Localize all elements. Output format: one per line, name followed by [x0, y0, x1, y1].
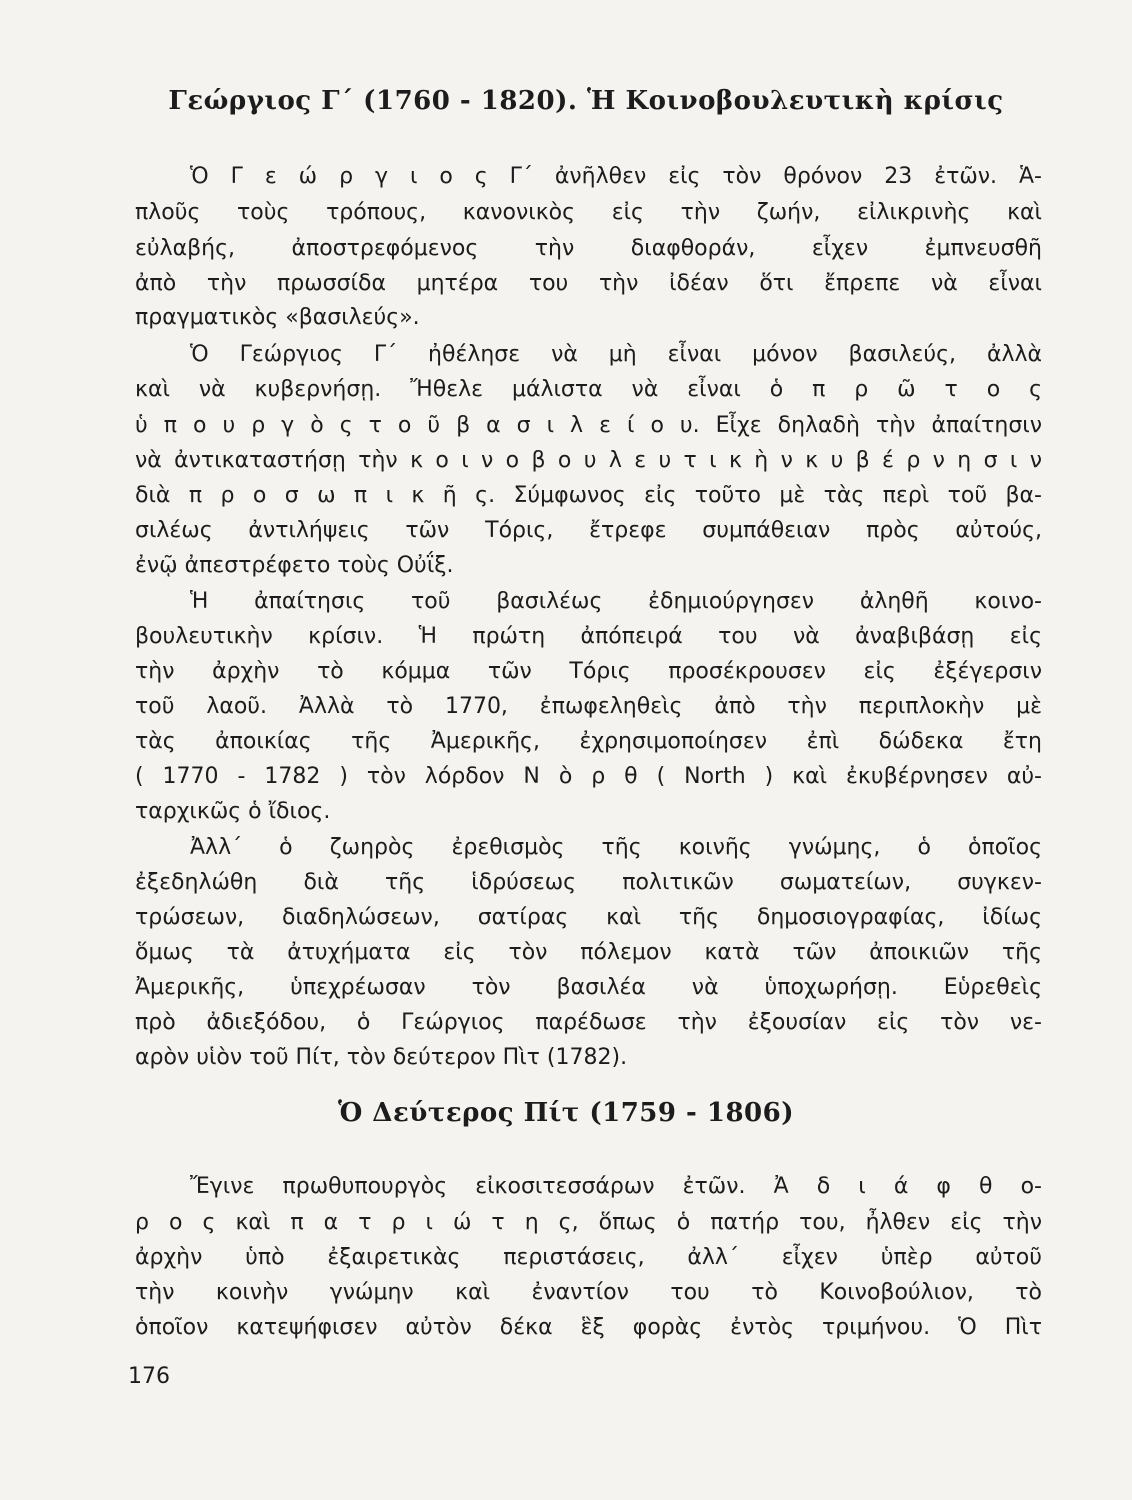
- text-line: τρώσεων, διαδηλώσεων, σατίρας καὶ τῆς δημοσιογραφίας, ἰδίως: [135, 905, 1042, 930]
- text-line: ταρχικῶς ὁ ἴδιος.: [135, 799, 331, 824]
- text-line: πραγματικὸς «βασιλεύς».: [135, 305, 420, 330]
- text-line: ἀπὸ τὴν πρωσσίδα μητέρα του τὴν ἰδέαν ὅτι ἔπρεπε νὰ εἶναι: [135, 271, 1042, 296]
- text-line: ἀρχὴν ὑπὸ ἐξαιρετικὰς περιστάσεις, ἀλλ΄ εἶχεν ὑπὲρ αὐτοῦ: [135, 1245, 1042, 1270]
- text-line: τὴν κοινὴν γνώμην καὶ ἐναντίον του τὸ Κοινοβούλιον, τὸ: [135, 1280, 1042, 1305]
- text-line: πλοῦς τοὺς τρόπους, κανονικὸς εἰς τὴν ζωήν, εἰλικρινὴς καὶ: [135, 200, 1042, 225]
- text-line: αρὸν υἱὸν τοῦ Πίτ, τὸν δεύτερον Πὶτ (1782).: [135, 1045, 628, 1070]
- text-line: ( 1770 - 1782 ) τὸν λόρδον Ν ὸ ρ θ ( North ) καὶ ἐκυβέρνησεν αὐ-: [135, 764, 1042, 789]
- text-line: Ἡ ἀπαίτησις τοῦ βασιλέως ἐδημιούργησεν ἀληθῆ κοινο-: [190, 589, 1042, 614]
- text-line: τὴν ἀρχὴν τὸ κόμμα τῶν Τόρις προσέκρουσεν εἰς ἐξέγερσιν: [135, 659, 1042, 684]
- text-line: ὁποῖον κατεψήφισεν αὐτὸν δέκα ἓξ φορὰς ἐντὸς τριμήνου. Ὁ Πὶτ: [135, 1315, 1042, 1340]
- page-number: 176: [128, 1364, 170, 1389]
- text-line: Ὁ Γ ε ώ ρ γ ι ο ς Γ΄ ἀνῆλθεν εἰς τὸν θρόνον 23 ἐτῶν. Ἁ-: [190, 164, 1042, 189]
- text-line: πρὸ ἀδιεξόδου, ὁ Γεώργιος παρέδωσε τὴν ἐξουσίαν εἰς τὸν νε-: [135, 1010, 1042, 1035]
- text-line: σιλέως ἀντιλήψεις τῶν Τόρις, ἔτρεφε συμπάθειαν πρὸς αὐτούς,: [135, 518, 1042, 543]
- text-line: καὶ νὰ κυβερνήσῃ. Ἤθελε μάλιστα νὰ εἶναι ὁ π ρ ῶ τ ο ς: [135, 377, 1042, 402]
- text-line: ἐνῷ ἀπεστρέφετο τοὺς Οὐΐξ.: [135, 553, 454, 578]
- text-line: Ἀλλ΄ ὁ ζωηρὸς ἐρεθισμὸς τῆς κοινῆς γνώμης, ὁ ὁποῖος: [190, 835, 1042, 860]
- section-heading: Γεώργιος Γ΄ (1760 - 1820). Ἡ Κοινοβουλευτικὴ κρίσις: [168, 86, 1004, 116]
- text-line: διὰ π ρ ο σ ω π ι κ ῆ ς. Σύμφωνος εἰς τοῦτο μὲ τὰς περὶ τοῦ βα-: [135, 483, 1042, 508]
- text-line: ὅμως τὰ ἀτυχήματα εἰς τὸν πόλεμον κατὰ τῶν ἀποικιῶν τῆς: [135, 940, 1042, 965]
- text-line: Ὁ Γεώργιος Γ΄ ἠθέλησε νὰ μὴ εἶναι μόνον βασιλεύς, ἀλλὰ: [190, 342, 1042, 367]
- section-heading: Ὁ Δεύτερος Πίτ (1759 - 1806): [337, 1098, 795, 1128]
- text-line: Ἔγινε πρωθυπουργὸς εἰκοσιτεσσάρων ἐτῶν. Ἀ δ ι ά φ θ ο-: [190, 1174, 1042, 1199]
- text-line: νὰ ἀντικαταστήσῃ τὴν κ ο ι ν ο β ο υ λ ε υ τ ι κ ὴ ν κ υ β έ ρ ν η σ ι ν: [135, 448, 1042, 473]
- text-line: ὑ π ο υ ρ γ ὸ ς τ ο ῦ β α σ ι λ ε ί ο υ. Εἶχε δηλαδὴ τὴν ἀπαίτησιν: [135, 413, 1042, 438]
- text-line: τοῦ λαοῦ. Ἀλλὰ τὸ 1770, ἐπωφεληθεὶς ἀπὸ τὴν περιπλοκὴν μὲ: [135, 694, 1042, 719]
- text-line: τὰς ἀποικίας τῆς Ἀμερικῆς, ἐχρησιμοποίησεν ἐπὶ δώδεκα ἔτη: [135, 729, 1042, 754]
- text-line: ρ ο ς καὶ π α τ ρ ι ώ τ η ς, ὅπως ὁ πατήρ του, ἦλθεν εἰς τὴν: [135, 1210, 1042, 1235]
- text-line: ἐξεδηλώθη διὰ τῆς ἱδρύσεως πολιτικῶν σωματείων, συγκεν-: [135, 870, 1042, 895]
- text-line: Ἀμερικῆς, ὑπεχρέωσαν τὸν βασιλέα νὰ ὑποχωρήσῃ. Εὑρεθεὶς: [135, 975, 1042, 1000]
- text-line: βουλευτικὴν κρίσιν. Ἡ πρώτη ἀπόπειρά του νὰ ἀναβιβάσῃ εἰς: [135, 624, 1042, 649]
- text-line: εὐλαβής, ἀποστρεφόμενος τὴν διαφθοράν, εἶχεν ἐμπνευσθῆ: [135, 236, 1042, 261]
